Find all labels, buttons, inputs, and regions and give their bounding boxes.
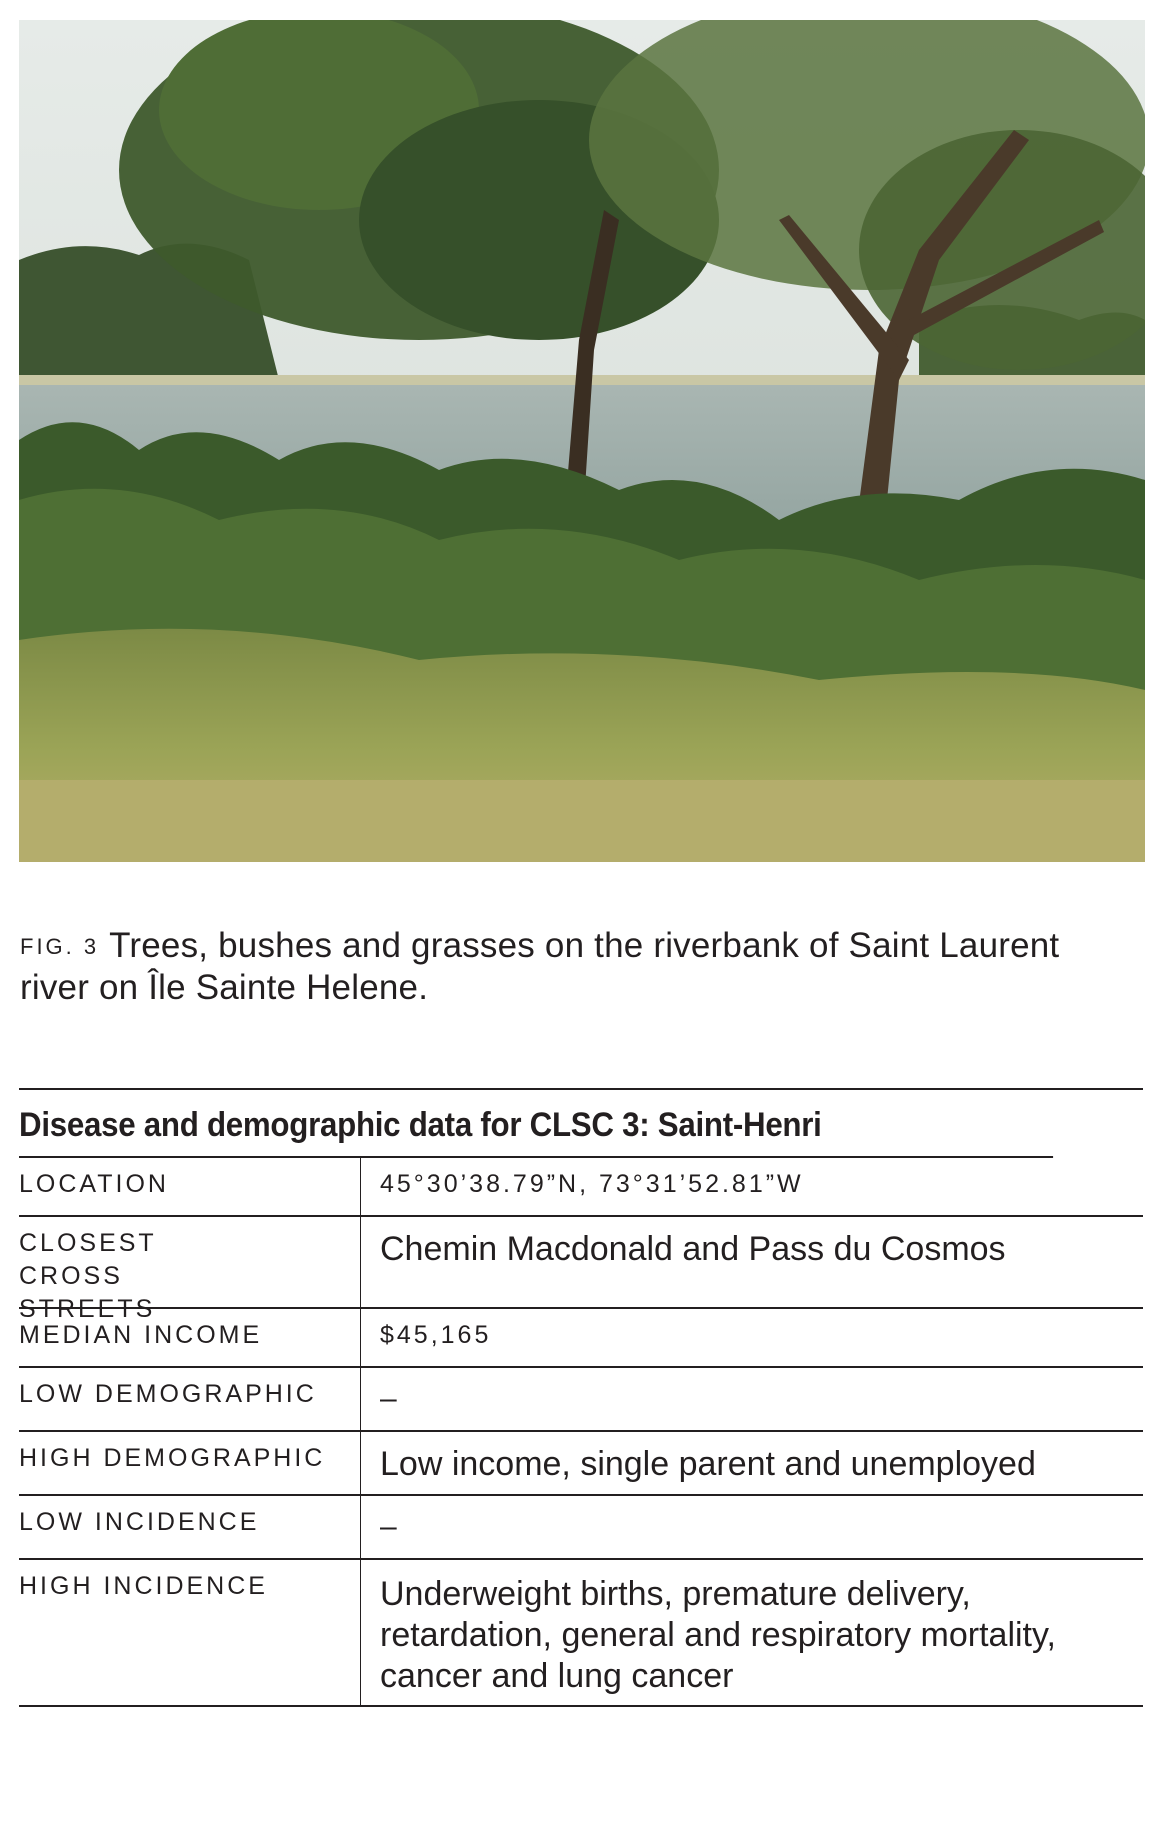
- table-row-closest-cross-streets: [19, 1217, 1143, 1323]
- figure-caption: [20, 925, 1130, 1008]
- table-row-low-incidence: [19, 1496, 1143, 1560]
- row-value: –: [380, 1510, 397, 1543]
- table-title: Disease and demographic data for CLSC 3: Saint-Henri: [19, 1090, 1053, 1158]
- table-row-high-demographic: [19, 1432, 1143, 1496]
- row-label: LOW DEMOGRAPHIC: [19, 1368, 361, 1430]
- row-value: Low income, single parent and unemployed: [380, 1445, 1036, 1483]
- row-value: $45,165: [380, 1321, 492, 1349]
- table-row-location: [19, 1158, 1143, 1217]
- row-label: MEDIAN INCOME: [19, 1309, 361, 1366]
- row-label: CLOSEST CROSS STREETS: [19, 1217, 361, 1307]
- demographic-data-table: [19, 1088, 1143, 1707]
- row-value: –: [380, 1382, 397, 1415]
- riverbank-photo: [19, 20, 1145, 862]
- table-row-median-income: [19, 1309, 1143, 1368]
- row-label: LOW INCIDENCE: [19, 1496, 361, 1558]
- figure-caption-text: Trees, bushes and grasses on the riverbank of Saint Laurent river on Île Sainte Helene.: [20, 926, 1060, 1007]
- row-label: HIGH DEMOGRAPHIC: [19, 1432, 361, 1494]
- row-value: Underweight births, premature delivery, retardation, general and respiratory mortality, cancer and lung cancer: [380, 1575, 1056, 1695]
- row-value: Chemin Macdonald and Pass du Cosmos: [380, 1230, 1006, 1268]
- row-value: 45°30’38.79”N, 73°31’52.81”W: [380, 1170, 804, 1198]
- row-label: HIGH INCIDENCE: [19, 1560, 361, 1705]
- table-row-high-incidence: [19, 1560, 1143, 1707]
- row-label: LOCATION: [19, 1158, 361, 1215]
- figure-label: FIG. 3: [20, 934, 100, 959]
- table-row-low-demographic: [19, 1368, 1143, 1432]
